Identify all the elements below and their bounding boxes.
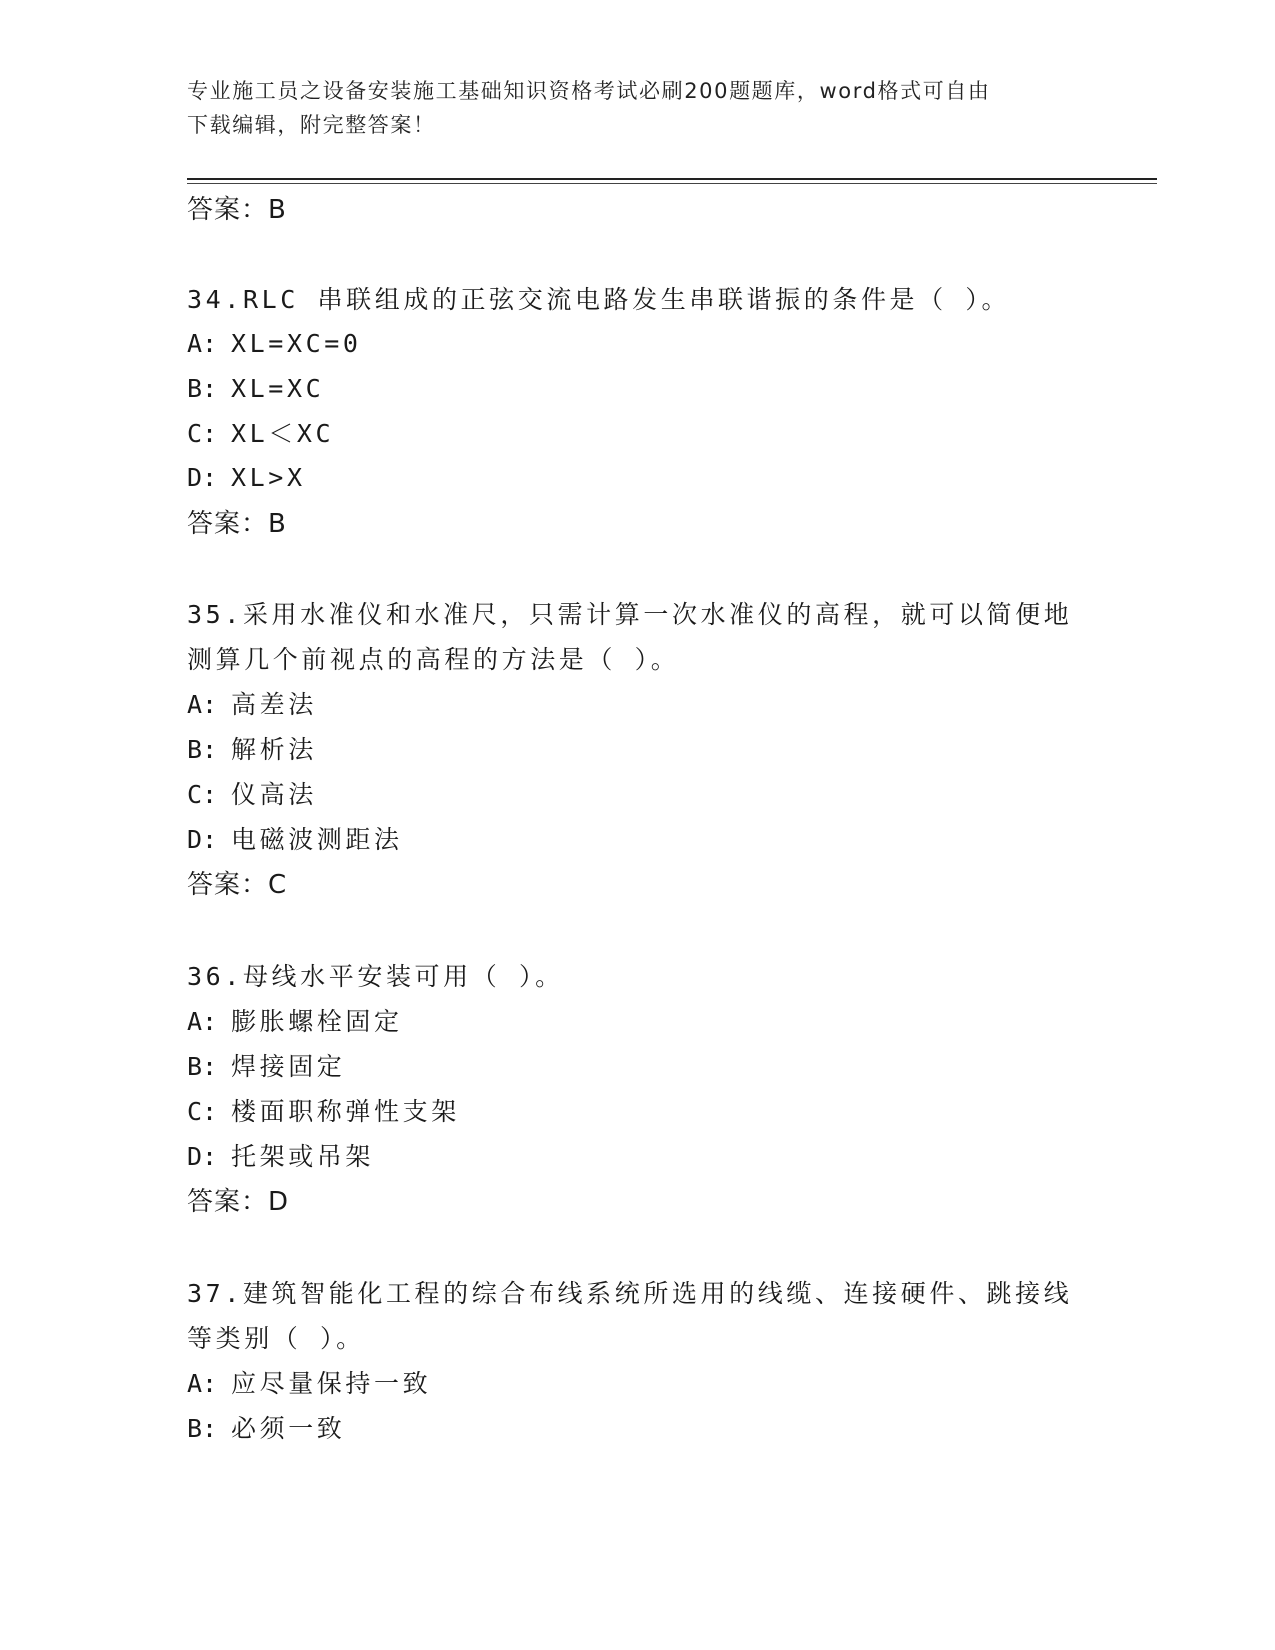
question-37-option-b: B: 必须一致 [187,1414,346,1443]
question-34-option-b: B: XL=XC [187,374,325,403]
question-36-option-b: B: 焊接固定 [187,1052,346,1081]
header-rule-thick [187,178,1157,180]
question-37-text-line-2: 等类别（ ）。 [187,1324,365,1353]
header-line-2: 下载编辑，附完整答案！ [187,113,436,137]
question-35-answer: 答案：C [187,870,288,900]
question-36-option-d: D: 托架或吊架 [187,1142,375,1171]
question-36-answer: 答案：D [187,1187,290,1217]
question-35-text-line-1: 35.采用水准仪和水准尺，只需计算一次水准仪的高程，就可以简便地 [187,600,1073,629]
question-35-option-b: B: 解析法 [187,735,317,764]
document-header [187,74,1087,142]
question-34-option-d: D: XL>X [187,463,306,492]
question-37-option-a: A: 应尽量保持一致 [187,1369,432,1398]
question-36-option-c: C: 楼面职称弹性支架 [187,1097,460,1126]
question-36-option-a: A: 膨胀螺栓固定 [187,1007,403,1036]
question-34-text: 34.RLC 串联组成的正弦交流电路发生串联谐振的条件是（ ）。 [187,285,1011,314]
question-36-text: 36.母线水平安装可用（ ）。 [187,962,564,991]
header-rule-thin [187,183,1157,184]
question-35-option-d: D: 电磁波测距法 [187,825,403,854]
question-34-option-a: A: XL=XC=0 [187,329,362,358]
previous-answer: 答案：B [187,195,287,225]
question-35-option-c: C: 仪高法 [187,780,317,809]
header-line-1: 专业施工员之设备安装施工基础知识资格考试必刷200题题库，word格式可自由 [187,79,991,103]
question-35-text-line-2: 测算几个前视点的高程的方法是（ ）。 [187,645,680,674]
question-34-answer: 答案：B [187,509,287,539]
question-35-option-a: A: 高差法 [187,690,317,719]
question-34-option-c: C: XL＜XC [187,419,335,448]
question-37-text-line-1: 37.建筑智能化工程的综合布线系统所选用的线缆、连接硬件、跳接线 [187,1279,1073,1308]
